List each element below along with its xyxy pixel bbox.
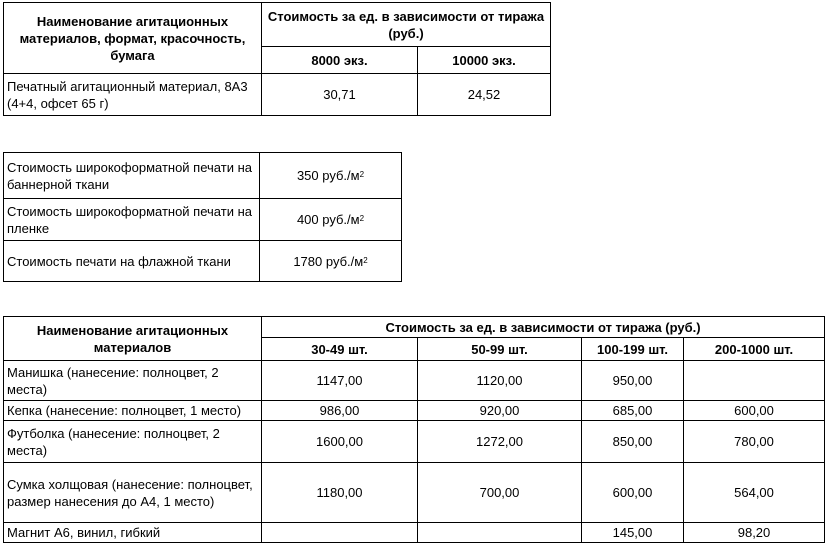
cell-value: 986,00	[262, 401, 418, 421]
row-name: Сумка холщовая (нанесение: полноцвет, размер нанесения до А4, 1 место)	[4, 463, 262, 523]
cell-value: 564,00	[684, 463, 825, 523]
cell-value: 1272,00	[418, 421, 582, 463]
row-value-10000: 24,52	[418, 74, 551, 116]
print-materials-table	[3, 2, 551, 116]
table-row	[4, 153, 402, 199]
cell-value: 600,00	[684, 401, 825, 421]
row-name: Стоимость широкоформатной печати на пленке	[4, 199, 260, 241]
promo-materials-table	[3, 316, 825, 543]
row-name: Кепка (нанесение: полноцвет, 1 место)	[4, 401, 262, 421]
header-cost: Стоимость за ед. в зависимости от тиража (руб.)	[262, 317, 825, 338]
row-value-8000: 30,71	[262, 74, 418, 116]
row-price: 400 $руб./м^2$	[260, 199, 402, 241]
cell-value	[262, 523, 418, 543]
header-col-8000: 8000 экз.	[262, 47, 418, 74]
cell-value	[418, 523, 582, 543]
row-name: Стоимость широкоформатной печати на баннерной ткани	[4, 153, 260, 199]
cell-value: 685,00	[582, 401, 684, 421]
row-name: Манишка (нанесение: полноцвет, 2 места)	[4, 361, 262, 401]
table-row	[4, 74, 551, 116]
row-price: 1780 $руб./м^2$	[260, 241, 402, 282]
cell-value: 98,20	[684, 523, 825, 543]
row-price: 350 $руб./м^2$	[260, 153, 402, 199]
header-cost: Стоимость за ед. в зависимости от тиража (руб.)	[262, 3, 551, 47]
row-name: Футболка (нанесение: полноцвет, 2 места)	[4, 421, 262, 463]
header-col-30-49: 30-49 шт.	[262, 338, 418, 361]
cell-value: 780,00	[684, 421, 825, 463]
large-format-print-table	[3, 152, 402, 282]
row-name: Стоимость печати на флажной ткани	[4, 241, 260, 282]
row-name: Магнит А6, винил, гибкий	[4, 523, 262, 543]
table-row	[4, 361, 825, 401]
cell-value: 700,00	[418, 463, 582, 523]
cell-value: 920,00	[418, 401, 582, 421]
cell-value: 145,00	[582, 523, 684, 543]
table-row	[4, 463, 825, 523]
cell-value: 850,00	[582, 421, 684, 463]
table-row	[4, 523, 825, 543]
header-col-100-199: 100-199 шт.	[582, 338, 684, 361]
header-material-name: Наименование агитационных материалов	[4, 317, 262, 361]
cell-value: 1180,00	[262, 463, 418, 523]
cell-value: 950,00	[582, 361, 684, 401]
header-col-10000: 10000 экз.	[418, 47, 551, 74]
header-col-200-1000: 200-1000 шт.	[684, 338, 825, 361]
cell-value: 600,00	[582, 463, 684, 523]
header-material-name: Наименование агитационных материалов, формат, красочность, бумага	[4, 3, 262, 74]
cell-value	[684, 361, 825, 401]
table-row	[4, 401, 825, 421]
cell-value: 1147,00	[262, 361, 418, 401]
table-row	[4, 199, 402, 241]
header-col-50-99: 50-99 шт.	[418, 338, 582, 361]
cell-value: 1600,00	[262, 421, 418, 463]
cell-value: 1120,00	[418, 361, 582, 401]
table-row	[4, 421, 825, 463]
row-name: Печатный агитационный материал, 8А3 (4+4, офсет 65 г)	[4, 74, 262, 116]
table-row	[4, 241, 402, 282]
